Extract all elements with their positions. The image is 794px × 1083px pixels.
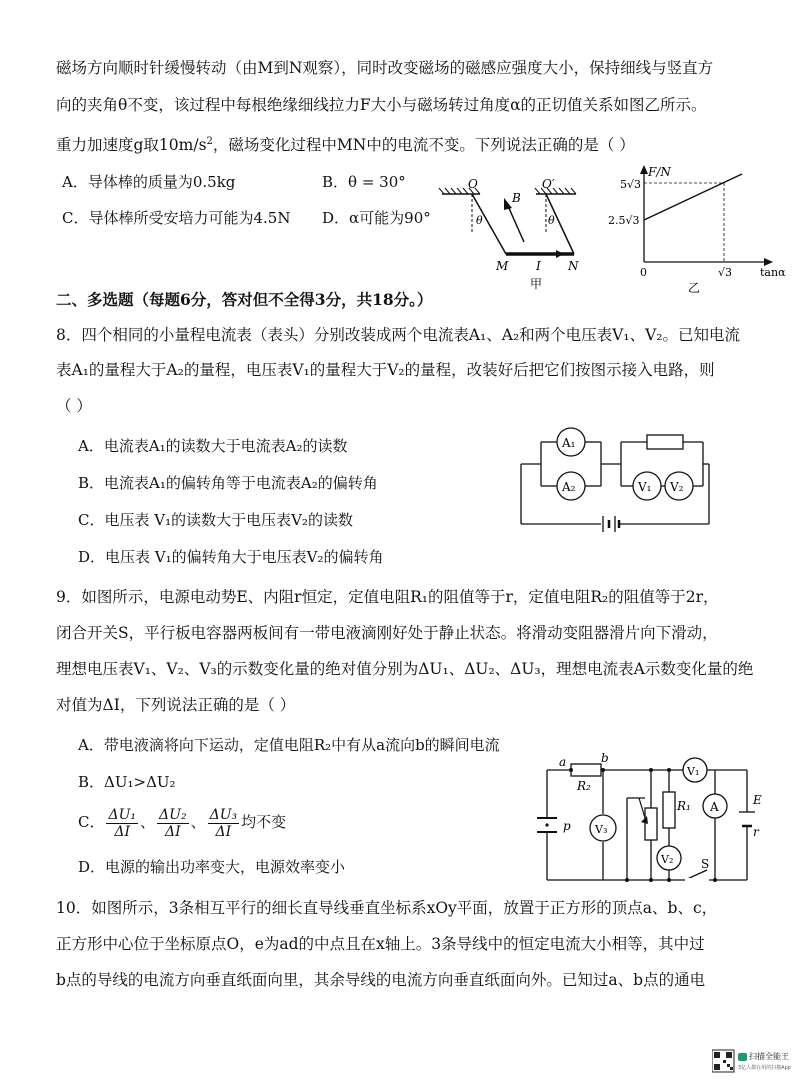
graph-ytick-top: 5√3 (620, 178, 642, 191)
meter-v2-label: V₂ (670, 480, 684, 494)
fraction-du1-num: ΔU₁ (108, 806, 137, 823)
meter-a1-label: A₁ (562, 436, 576, 450)
q7-line-2: 向的夹角θ不变，该过程中每根绝缘细线拉力F大小与磁场转过角度α的正切值关系如图乙所示。 (56, 96, 707, 114)
node-b-label: b (601, 752, 609, 765)
q9-line-2: 闭合开关S，平行板电容器两板间有一带电液滴刚好处于静止状态。将滑动变阻器滑片向下滑动， (56, 624, 718, 642)
node-a-label: a (559, 755, 567, 769)
resistor-r2-label: R₂ (577, 779, 591, 793)
meter-a-label: A (710, 800, 719, 814)
q9-option-b: B．ΔU₁>ΔU₂ (78, 773, 176, 791)
graph-line (644, 174, 742, 220)
q8-line-3: （ ） (56, 397, 92, 415)
q9-line-4: 对值为ΔI，下列说法正确的是（ ） (56, 696, 296, 714)
meter-v3-label: V₃ (595, 823, 608, 836)
fraction-du1-di (106, 807, 138, 840)
label-theta-left: θ (476, 214, 483, 227)
fraction-du2-den: ΔI (164, 823, 181, 840)
label-theta-right: θ (548, 214, 555, 227)
graph-xtick-origin: 0 (640, 266, 647, 279)
q9-line-1: 9．如图所示，电源电动势E、内阻r恒定，定值电阻R₁的阻值等于r，定值电阻R₂的阻值等于2r， (56, 588, 719, 606)
q10-line-1: 10．如图所示，3条相互平行的细长直导线垂直坐标系xOy平面，放置于正方形的顶点a、b、c， (56, 899, 718, 917)
scanner-tagline: 3亿人都在用的扫描App (738, 1065, 791, 1071)
scanner-brand: 扫描全能王 (749, 1052, 789, 1061)
scanner-watermark (712, 1048, 792, 1078)
label-current-i: I (536, 259, 541, 273)
q8-option-b: B．电流表A₁的偏转角等于电流表A₂的偏转角 (78, 474, 378, 492)
q9-option-c-sep-2: 、 (190, 813, 206, 831)
figure-yi-graph (602, 162, 792, 297)
q7-option-b: B．θ = 30° (322, 173, 406, 191)
fraction-du2-di (157, 807, 189, 840)
q8-line-1: 8．四个相同的小量程电流表（表头）分别改装成两个电流表A₁、A₂和两个电压表V₁、V₂。已知电流 (56, 326, 740, 344)
graph-ytick-mid: 2.5√3 (608, 214, 640, 227)
fraction-du3-den: ΔI (215, 823, 232, 840)
fraction-du2-num: ΔU₂ (159, 806, 187, 823)
fraction-du3-num: ΔU₃ (209, 806, 238, 823)
caption-jia: 甲 (530, 277, 543, 291)
q7-line-3a: 重力加速度g取10m/s (56, 136, 207, 154)
q9-option-c-suffix: 均不变 (241, 813, 287, 831)
q8-option-c: C．电压表 V₁的读数大于电压表V₂的读数 (78, 511, 353, 529)
resistance-r-label: r (753, 825, 759, 839)
q7-line-3-sup: 2 (206, 136, 213, 147)
graph-ylabel: F/N (648, 165, 671, 179)
q7-line-3 (56, 132, 635, 155)
meter-a2-label: A₂ (562, 480, 576, 494)
section-2-heading: 二、多选题（每题6分，答对但不全得3分，共18分。） (56, 290, 433, 309)
fraction-du3-di (208, 807, 240, 840)
q9-option-d: D．电源的输出功率变大，电源效率变小 (78, 858, 346, 876)
q7-option-a: A．导体棒的质量为0.5kg (62, 173, 236, 191)
q8-line-2: 表A₁的量程大于A₂的量程，电压表V₁的量程大于V₂的量程，改装好后把它们按图示接入电路，则 (56, 361, 715, 379)
q10-line-3: b点的导线的电流方向垂直纸面向里，其余导线的电流方向垂直纸面向外。已知过a、b点的通电 (56, 971, 706, 989)
meter-v1-label: V₁ (638, 480, 652, 494)
q7-option-d: D．α可能为90° (322, 209, 431, 227)
q9-option-c-sep-1: 、 (140, 813, 156, 831)
q9-circuit (535, 752, 765, 892)
switch-s-label: S (701, 857, 710, 871)
q8-circuit (515, 420, 725, 540)
q7-option-c: C．导体棒所受安培力可能为4.5N (62, 209, 291, 227)
label-b-field: B (512, 191, 521, 205)
point-p-label: p (563, 819, 571, 833)
figure-jia (436, 172, 586, 297)
meter-v2-label-q9: V₂ (661, 853, 674, 866)
graph-xtick: √3 (718, 266, 733, 279)
q9-option-a: A．带电液滴将向下运动，定值电阻R₂中有从a流向b的瞬间电流 (78, 736, 500, 754)
q8-option-a: A．电流表A₁的读数大于电流表A₂的读数 (78, 437, 348, 455)
graph-xlabel: tanα (760, 266, 786, 279)
emf-e-label: E (753, 793, 762, 807)
label-o: O (468, 177, 478, 191)
label-m: M (496, 259, 509, 273)
label-n: N (568, 259, 579, 273)
q7-line-3b: ，磁场变化过程中MN中的电流不变。下列说法正确的是（ ） (212, 136, 635, 154)
q8-option-d: D．电压表 V₁的偏转角大于电压表V₂的偏转角 (78, 548, 384, 566)
q9-line-3: 理想电压表V₁、V₂、V₃的示数变化量的绝对值分别为ΔU₁、ΔU₂、ΔU₃，理想电流表A示数变化量的绝 (56, 660, 754, 678)
label-o-prime: O′ (542, 177, 555, 191)
fraction-du1-den: ΔI (114, 823, 131, 840)
q10-line-2: 正方形中心位于坐标原点O，e为ad的中点且在x轴上。3条导线中的恒定电流大小相等，其中过 (56, 935, 705, 953)
q9-option-c-prefix: C． (78, 813, 105, 831)
resistor-r1-label: R₁ (677, 799, 691, 813)
caption-yi: 乙 (688, 281, 701, 295)
q7-line-1: 磁场方向顺时针缓慢转动（由M到N观察），同时改变磁场的磁感应强度大小，保持细线与竖直方 (56, 59, 714, 77)
q9-option-c (78, 802, 286, 842)
meter-v1-label-q9: V₁ (687, 765, 700, 778)
